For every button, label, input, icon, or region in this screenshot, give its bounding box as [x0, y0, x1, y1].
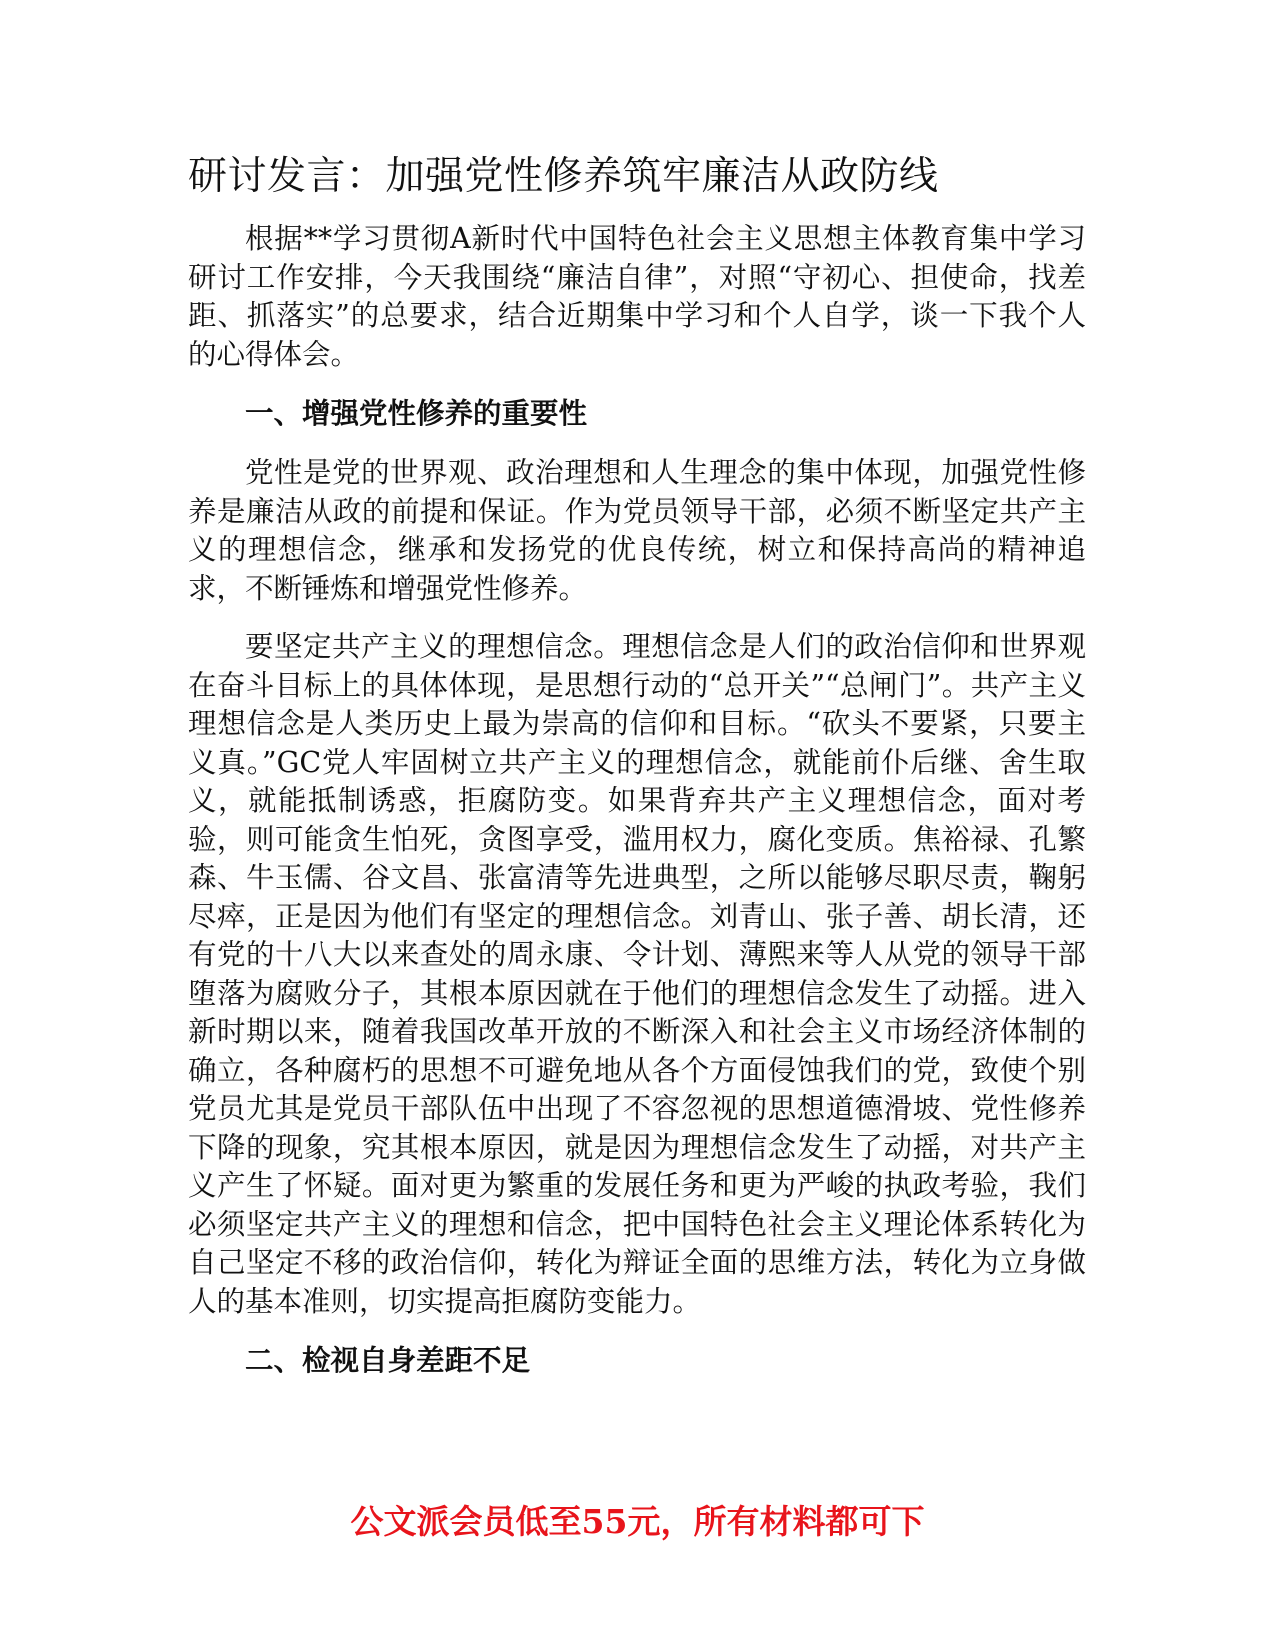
- document-title: 研讨发言：加强党性修养筑牢廉洁从政防线: [188, 154, 939, 199]
- section-1-paragraph-2: 要坚定共产主义的理想信念。理想信念是人们的政治信仰和世界观在奋斗目标上的具体体现，是思想行动的“总开关”“总闸门”。共产主义理想信念是人类历史上最为崇高的信仰和目标。“砍头不要紧，只要主义真。”GC党人牢固树立共产主义的理想信念，就能前仆后继、舍生取义，就能抵制诱惑，拒腐防变。如果背弃共产主义理想信念，面对考验，则可能贪生怕死，贪图享受，滥用权力，腐化变质。焦裕禄、孔繁森、牛玉儒、谷文昌、张富清等先进典型，之所以能够尽职尽责，鞠躬尽瘁，正是因为他们有坚定的理想信念。刘青山、张子善、胡长清，还有党的十八大以来查处的周永康、令计划、薄熙来等人从党的领导干部堕落为腐败分子，其根本原因就在于他们的理想信念发生了动摇。进入新时期以来，随着我国改革开放的不断深入和社会主义市场经济体制的确立，各种腐朽的思想不可避免地从各个方面侵蚀我们的党，致使个别党员尤其是党员干部队伍中出现了不容忽视的思想道德滑坡、党性修养下降的现象，究其根本原因，就是因为理想信念发生了动摇，对共产主义产生了怀疑。面对更为繁重的发展任务和更为严峻的执政考验，我们必须坚定共产主义的理想和信念，把中国特色社会主义理论体系转化为自己坚定不移的政治信仰，转化为辩证全面的思维方法，转化为立身做人的基本准则，切实提高拒腐防变能力。: [188, 630, 1086, 1318]
- section-heading-1: 一、增强党性修养的重要性: [245, 396, 588, 430]
- section-1-paragraph-1: 党性是党的世界观、政治理想和人生理念的集中体现，加强党性修养是廉洁从政的前提和保证。作为党员领导干部，必须不断坚定共产主义的理想信念，继承和发扬党的优良传统，树立和保持高尚的精神追求，不断锤炼和增强党性修养。: [188, 456, 1086, 605]
- document-page: [188, 148, 1086, 1401]
- section-heading-2: 二、检视自身差距不足: [245, 1343, 531, 1377]
- intro-paragraph: 根据**学习贯彻A新时代中国特色社会主义思想主体教育集中学习研讨工作安排，今天我围绕“廉洁自律”，对照“守初心、担使命，找差距、抓落实”的总要求，结合近期集中学习和个人自学，谈一下我个人的心得体会。: [188, 222, 1086, 371]
- promo-banner-text: 公文派会员低至55元，所有材料都可下: [350, 1502, 925, 1541]
